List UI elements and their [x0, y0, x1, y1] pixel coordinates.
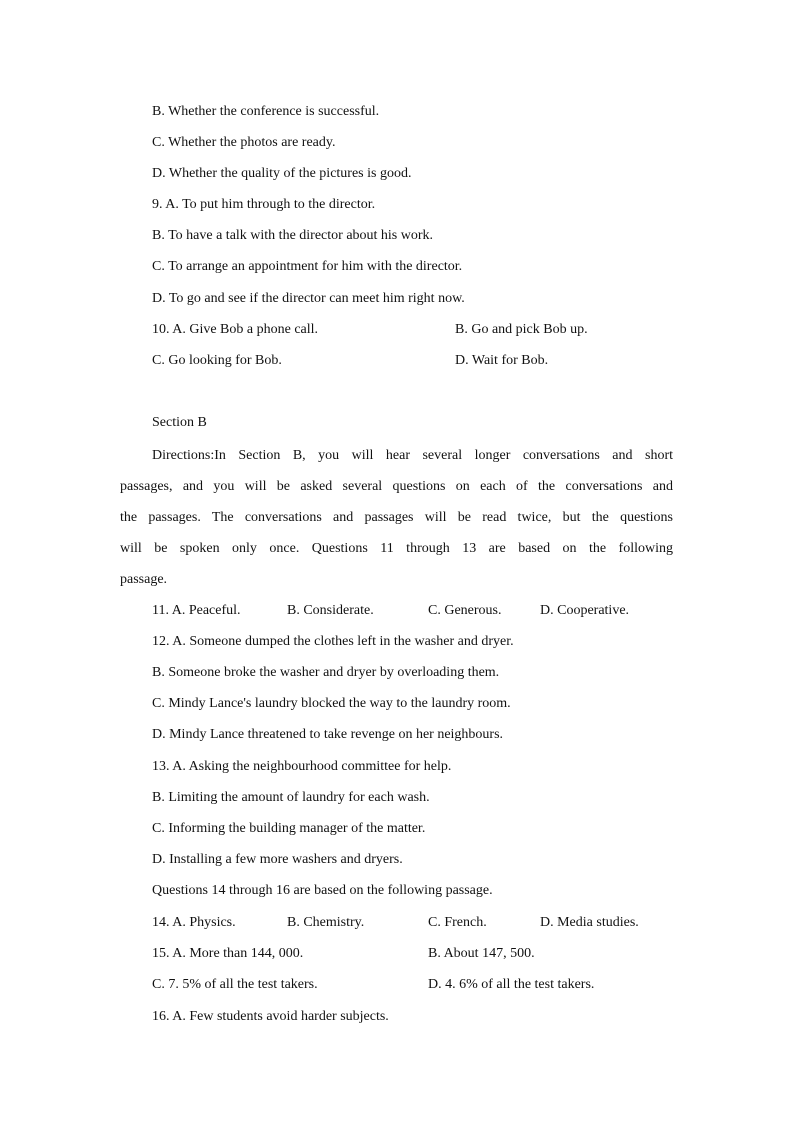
q9-option-c: C. To arrange an appointment for him with the director.: [152, 259, 463, 274]
q14-16-intro: Questions 14 through 16 are based on the following passage.: [152, 883, 493, 898]
q12-option-d: D. Mindy Lance threatened to take revenge on her neighbours.: [152, 727, 504, 742]
q14-option-c: C. French.: [428, 915, 487, 930]
q13-option-d: D. Installing a few more washers and dryers.: [152, 852, 403, 867]
q16-option-a: 16. A. Few students avoid harder subjects.: [152, 1009, 389, 1024]
q11-option-d: D. Cooperative.: [540, 603, 630, 618]
q14-options: [0, 914, 794, 932]
directions-line: Directions:In Section B, you will hear several longer conversations and short: [152, 448, 673, 463]
q15-option-c: C. 7. 5% of all the test takers.: [152, 977, 318, 992]
q14-option-d: D. Media studies.: [540, 915, 639, 930]
q10-option-c: C. Go looking for Bob.: [152, 353, 282, 368]
directions-line: passages, and you will be asked several questions on each of the conversations and: [120, 479, 673, 494]
section-b-directions: [120, 440, 673, 595]
q13-option-b: B. Limiting the amount of laundry for each wash.: [152, 790, 430, 805]
q10-option-b: B. Go and pick Bob up.: [455, 322, 588, 337]
q10-option-d: D. Wait for Bob.: [455, 353, 549, 368]
q15-option-a: 15. A. More than 144, 000.: [152, 946, 304, 961]
q11-option-c: C. Generous.: [428, 603, 502, 618]
q9-option-b: B. To have a talk with the director about his work.: [152, 228, 434, 243]
q11-option-b: B. Considerate.: [287, 603, 374, 618]
directions-line: will be spoken only once. Questions 11 through 13 are based on the following: [120, 541, 673, 556]
q11-options: [0, 602, 794, 620]
q12-option-a: 12. A. Someone dumped the clothes left in the washer and dryer.: [152, 634, 514, 649]
q8-option-c: C. Whether the photos are ready.: [152, 135, 336, 150]
q9-option-a: 9. A. To put him through to the director.: [152, 197, 376, 212]
directions-line: passage.: [120, 572, 168, 587]
q14-option-b: B. Chemistry.: [287, 915, 365, 930]
directions-line: the passages. The conversations and passages will be read twice, but the questions: [120, 510, 673, 525]
q8-option-b: B. Whether the conference is successful.: [152, 104, 380, 119]
section-b-title: Section B: [152, 415, 207, 430]
q13-option-a: 13. A. Asking the neighbourhood committee for help.: [152, 759, 452, 774]
q8-option-d: D. Whether the quality of the pictures is good.: [152, 166, 412, 181]
q14-option-a: 14. A. Physics.: [152, 915, 236, 930]
q9-option-d: D. To go and see if the director can meet him right now.: [152, 291, 465, 306]
q11-option-a: 11. A. Peaceful.: [152, 603, 241, 618]
q12-option-c: C. Mindy Lance's laundry blocked the way to the laundry room.: [152, 696, 511, 711]
q12-option-b: B. Someone broke the washer and dryer by overloading them.: [152, 665, 500, 680]
q10-option-a: 10. A. Give Bob a phone call.: [152, 322, 319, 337]
q13-option-c: C. Informing the building manager of the matter.: [152, 821, 426, 836]
q15-option-b: B. About 147, 500.: [428, 946, 535, 961]
q15-option-d: D. 4. 6% of all the test takers.: [428, 977, 595, 992]
